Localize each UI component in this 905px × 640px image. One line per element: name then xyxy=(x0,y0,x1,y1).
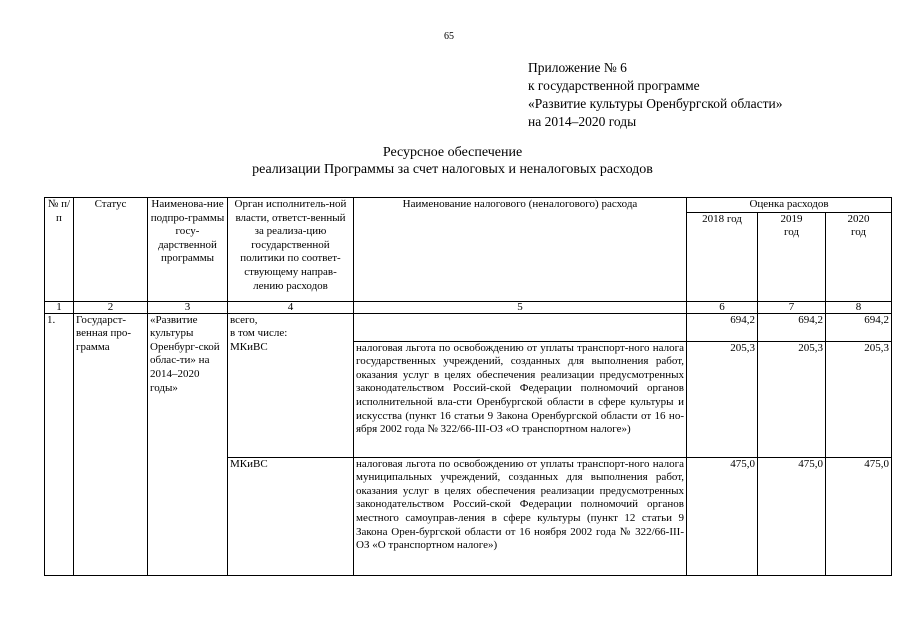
header-estimate: Оценка расходов xyxy=(687,198,892,213)
header-tax-name: Наименование налогового (неналогового) расхода xyxy=(354,198,687,302)
total-2019: 694,2 xyxy=(758,313,826,341)
column-number: 3 xyxy=(148,301,228,313)
appendix-line-1: Приложение № 6 xyxy=(528,60,627,75)
document-title xyxy=(0,144,905,178)
sub-2020: 475,0 xyxy=(826,457,892,575)
header-year-2018: 2018 год xyxy=(687,212,758,301)
row-subprogram-name: «Развитие культуры Оренбург-ской облас-ти» на 2014–2020 годы» xyxy=(148,313,228,575)
sub-2019: 205,3 xyxy=(758,341,826,457)
column-number: 2 xyxy=(74,301,148,313)
header-year-2019: 2019 год xyxy=(758,212,826,301)
sub-description: налоговая льгота по освобождению от уплаты транспорт-ного налога государственных учреждений, созданных для выполнения работ, оказания услуг в целях обеспечения реализации предусмотренных законодательством Россий-ской Федерации полномочий органов исполнительной вла-сти Оренбургской области в сфере культуры и искусства (пункт 16 статьи 9 Закона Оренбургской области от 16 но-ября 2002 года № 322/66-III-ОЗ «О транспортном налоге») xyxy=(354,341,687,457)
column-number: 8 xyxy=(826,301,892,313)
sub-2020: 205,3 xyxy=(826,341,892,457)
appendix-line-2: к государственной программе xyxy=(528,78,700,93)
column-number: 4 xyxy=(228,301,354,313)
header-subprogram-name: Наименова-ние подпро-граммы госу-дарственной программы xyxy=(148,198,228,302)
column-number: 6 xyxy=(687,301,758,313)
appendix-note xyxy=(528,59,782,131)
header-organ: Орган исполнитель-ной власти, ответст-венный за реализа-цию государственной политики по соответ-ствующему направ-лению расходов xyxy=(228,198,354,302)
page-number: 65 xyxy=(444,31,454,42)
header-status: Статус xyxy=(74,198,148,302)
total-2020: 694,2 xyxy=(826,313,892,341)
header-num: № п/п xyxy=(45,198,74,302)
sub-organ: МКиВС xyxy=(228,341,354,457)
total-2018: 694,2 xyxy=(687,313,758,341)
appendix-line-3: «Развитие культуры Оренбургской области» xyxy=(528,96,783,111)
title-line-1: Ресурсное обеспечение xyxy=(382,145,523,160)
column-number: 5 xyxy=(354,301,687,313)
column-number: 7 xyxy=(758,301,826,313)
appendix-line-4: на 2014–2020 годы xyxy=(528,114,637,129)
total-desc-cell xyxy=(354,313,687,341)
sub-2018: 475,0 xyxy=(687,457,758,575)
sub-description: налоговая льгота по освобождению от уплаты транспорт-ного налога муниципальных учреждений, созданных для выполнения работ, оказания услуг в целях обеспечения реализации предусмотренных законодательством Россий-ской Федерации полномочий органов местного самоуправ-ления в сфере культуры (пункт 12 статьи 9 Закона Орен-бургской области от 16 ноября 2002 года № 322/66-III-ОЗ «О транспортном налоге») xyxy=(354,457,687,575)
total-label-cell xyxy=(228,313,354,341)
column-number: 1 xyxy=(45,301,74,313)
title-line-2: реализации Программы за счет налоговых и неналоговых расходов xyxy=(252,162,653,177)
total-label: всего, xyxy=(230,313,258,326)
sub-2018: 205,3 xyxy=(687,341,758,457)
header-year-2020: 2020 год xyxy=(826,212,892,301)
including-label: в том числе: xyxy=(230,327,288,340)
sub-2019: 475,0 xyxy=(758,457,826,575)
sub-organ: МКиВС xyxy=(228,457,354,575)
resource-table xyxy=(44,197,892,576)
row-status: Государст-венная про-грамма xyxy=(74,313,148,575)
row-num: 1. xyxy=(45,313,74,575)
